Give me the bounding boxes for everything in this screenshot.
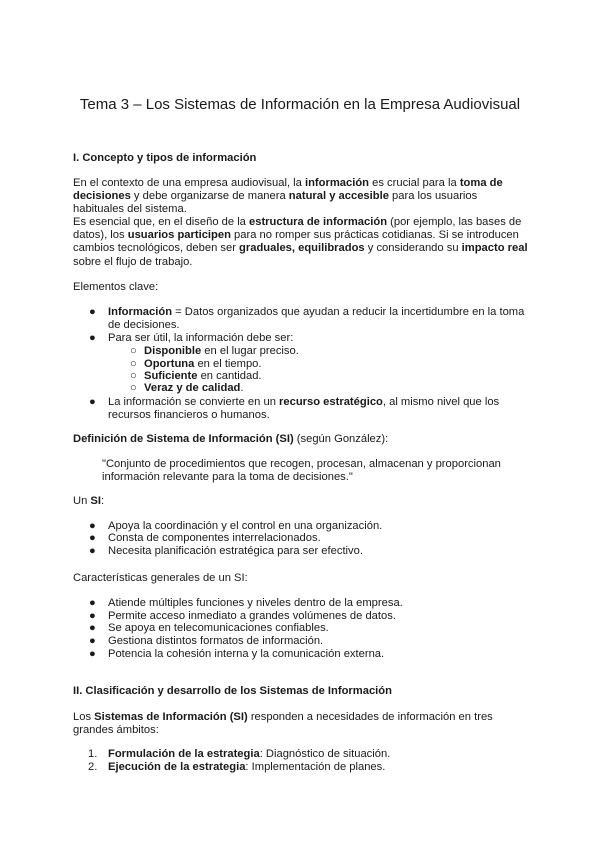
elements-label: Elementos clave: xyxy=(73,281,159,293)
sub-list-item: ○ Veraz y de calidad. xyxy=(130,382,244,394)
circle-bullet-icon: ○ xyxy=(130,370,137,382)
list-item: ● Información = Datos organizados que ayudan a reducir la incertidumbre en la toma de decisiones. xyxy=(89,306,525,332)
document-title: Tema 3 – Los Sistemas de Información en la Empresa Audiovisual xyxy=(79,96,521,113)
list-item: ● Permite acceso inmediato a grandes volúmenes de datos. xyxy=(89,610,396,622)
sub-list-item: ○ Disponible en el lugar preciso. xyxy=(130,345,299,357)
circle-bullet-icon: ○ xyxy=(130,345,137,357)
bullet-icon: ● xyxy=(89,545,96,557)
list-item: ● Consta de componentes interrelacionados. xyxy=(89,532,321,544)
characteristics-label: Características generales de un SI: xyxy=(73,572,248,584)
list-item: ● Necesita planificación estratégica para ser efectivo. xyxy=(89,545,363,557)
list-item: ● Atiende múltiples funciones y niveles dentro de la empresa. xyxy=(89,597,403,609)
bullet-icon: ● xyxy=(89,610,96,622)
list-item: ● La información se convierte en un recurso estratégico, al mismo nivel que los recursos financieros o humanos. xyxy=(89,396,500,422)
bullet-icon: ● xyxy=(89,597,96,609)
circle-bullet-icon: ○ xyxy=(130,358,137,370)
bullet-icon: ● xyxy=(89,332,96,344)
bullet-icon: ● xyxy=(89,532,96,544)
list-item: ● Para ser útil, la información debe ser: xyxy=(89,332,294,344)
list-item: ● Se apoya en telecomunicaciones confiables. xyxy=(89,622,329,634)
list-item: ● Gestiona distintos formatos de información. xyxy=(89,635,324,647)
definition-heading: Definición de Sistema de Información (SI) (según González): xyxy=(73,433,389,445)
circle-bullet-icon: ○ xyxy=(130,382,137,394)
paragraph-intro: En el contexto de una empresa audiovisual, la información es crucial para la toma de decisiones y debe organizarse de manera natural y accesible para los usuarios habituales del sistema. xyxy=(73,177,503,216)
bullet-icon: ● xyxy=(89,635,96,647)
bullet-icon: ● xyxy=(89,306,96,318)
section-1-heading: I. Concepto y tipos de información xyxy=(73,152,257,164)
bullet-icon: ● xyxy=(89,520,96,532)
sub-list-item: ○ Suficiente en cantidad. xyxy=(130,370,262,382)
list-item: ● Apoya la coordinación y el control en una organización. xyxy=(89,520,383,532)
bullet-icon: ● xyxy=(89,622,96,634)
list-item: ● Potencia la cohesión interna y la comunicación externa. xyxy=(89,648,385,660)
numbered-item: 2. Ejecución de la estrategia: Implementación de planes. xyxy=(88,761,386,773)
paragraph-si-scope: Los Sistemas de Información (SI) responden a necesidades de información en tres grandes ámbitos: xyxy=(73,711,493,737)
paragraph-structure: Es esencial que, en el diseño de la estructura de información (por ejemplo, las bases de datos), los usuarios participen para no romper sus prácticas cotidianas. Si se introducen cambios tecnológicos, deben ser graduales, equilibrados y considerando su impacto real sobre el flujo de trabajo. xyxy=(73,216,528,268)
section-2-heading: II. Clasificación y desarrollo de los Sistemas de Información xyxy=(73,685,392,697)
bullet-icon: ● xyxy=(89,396,96,408)
sub-list-item: ○ Oportuna en el tiempo. xyxy=(130,358,262,370)
numbered-item: 1. Formulación de la estrategia: Diagnóstico de situación. xyxy=(88,748,391,760)
definition-quote: "Conjunto de procedimientos que recogen, procesan, almacenan y proporcionan información relevante para la toma de decisiones." xyxy=(102,458,501,484)
bullet-icon: ● xyxy=(89,648,96,660)
un-si-label: Un SI: xyxy=(73,495,105,507)
